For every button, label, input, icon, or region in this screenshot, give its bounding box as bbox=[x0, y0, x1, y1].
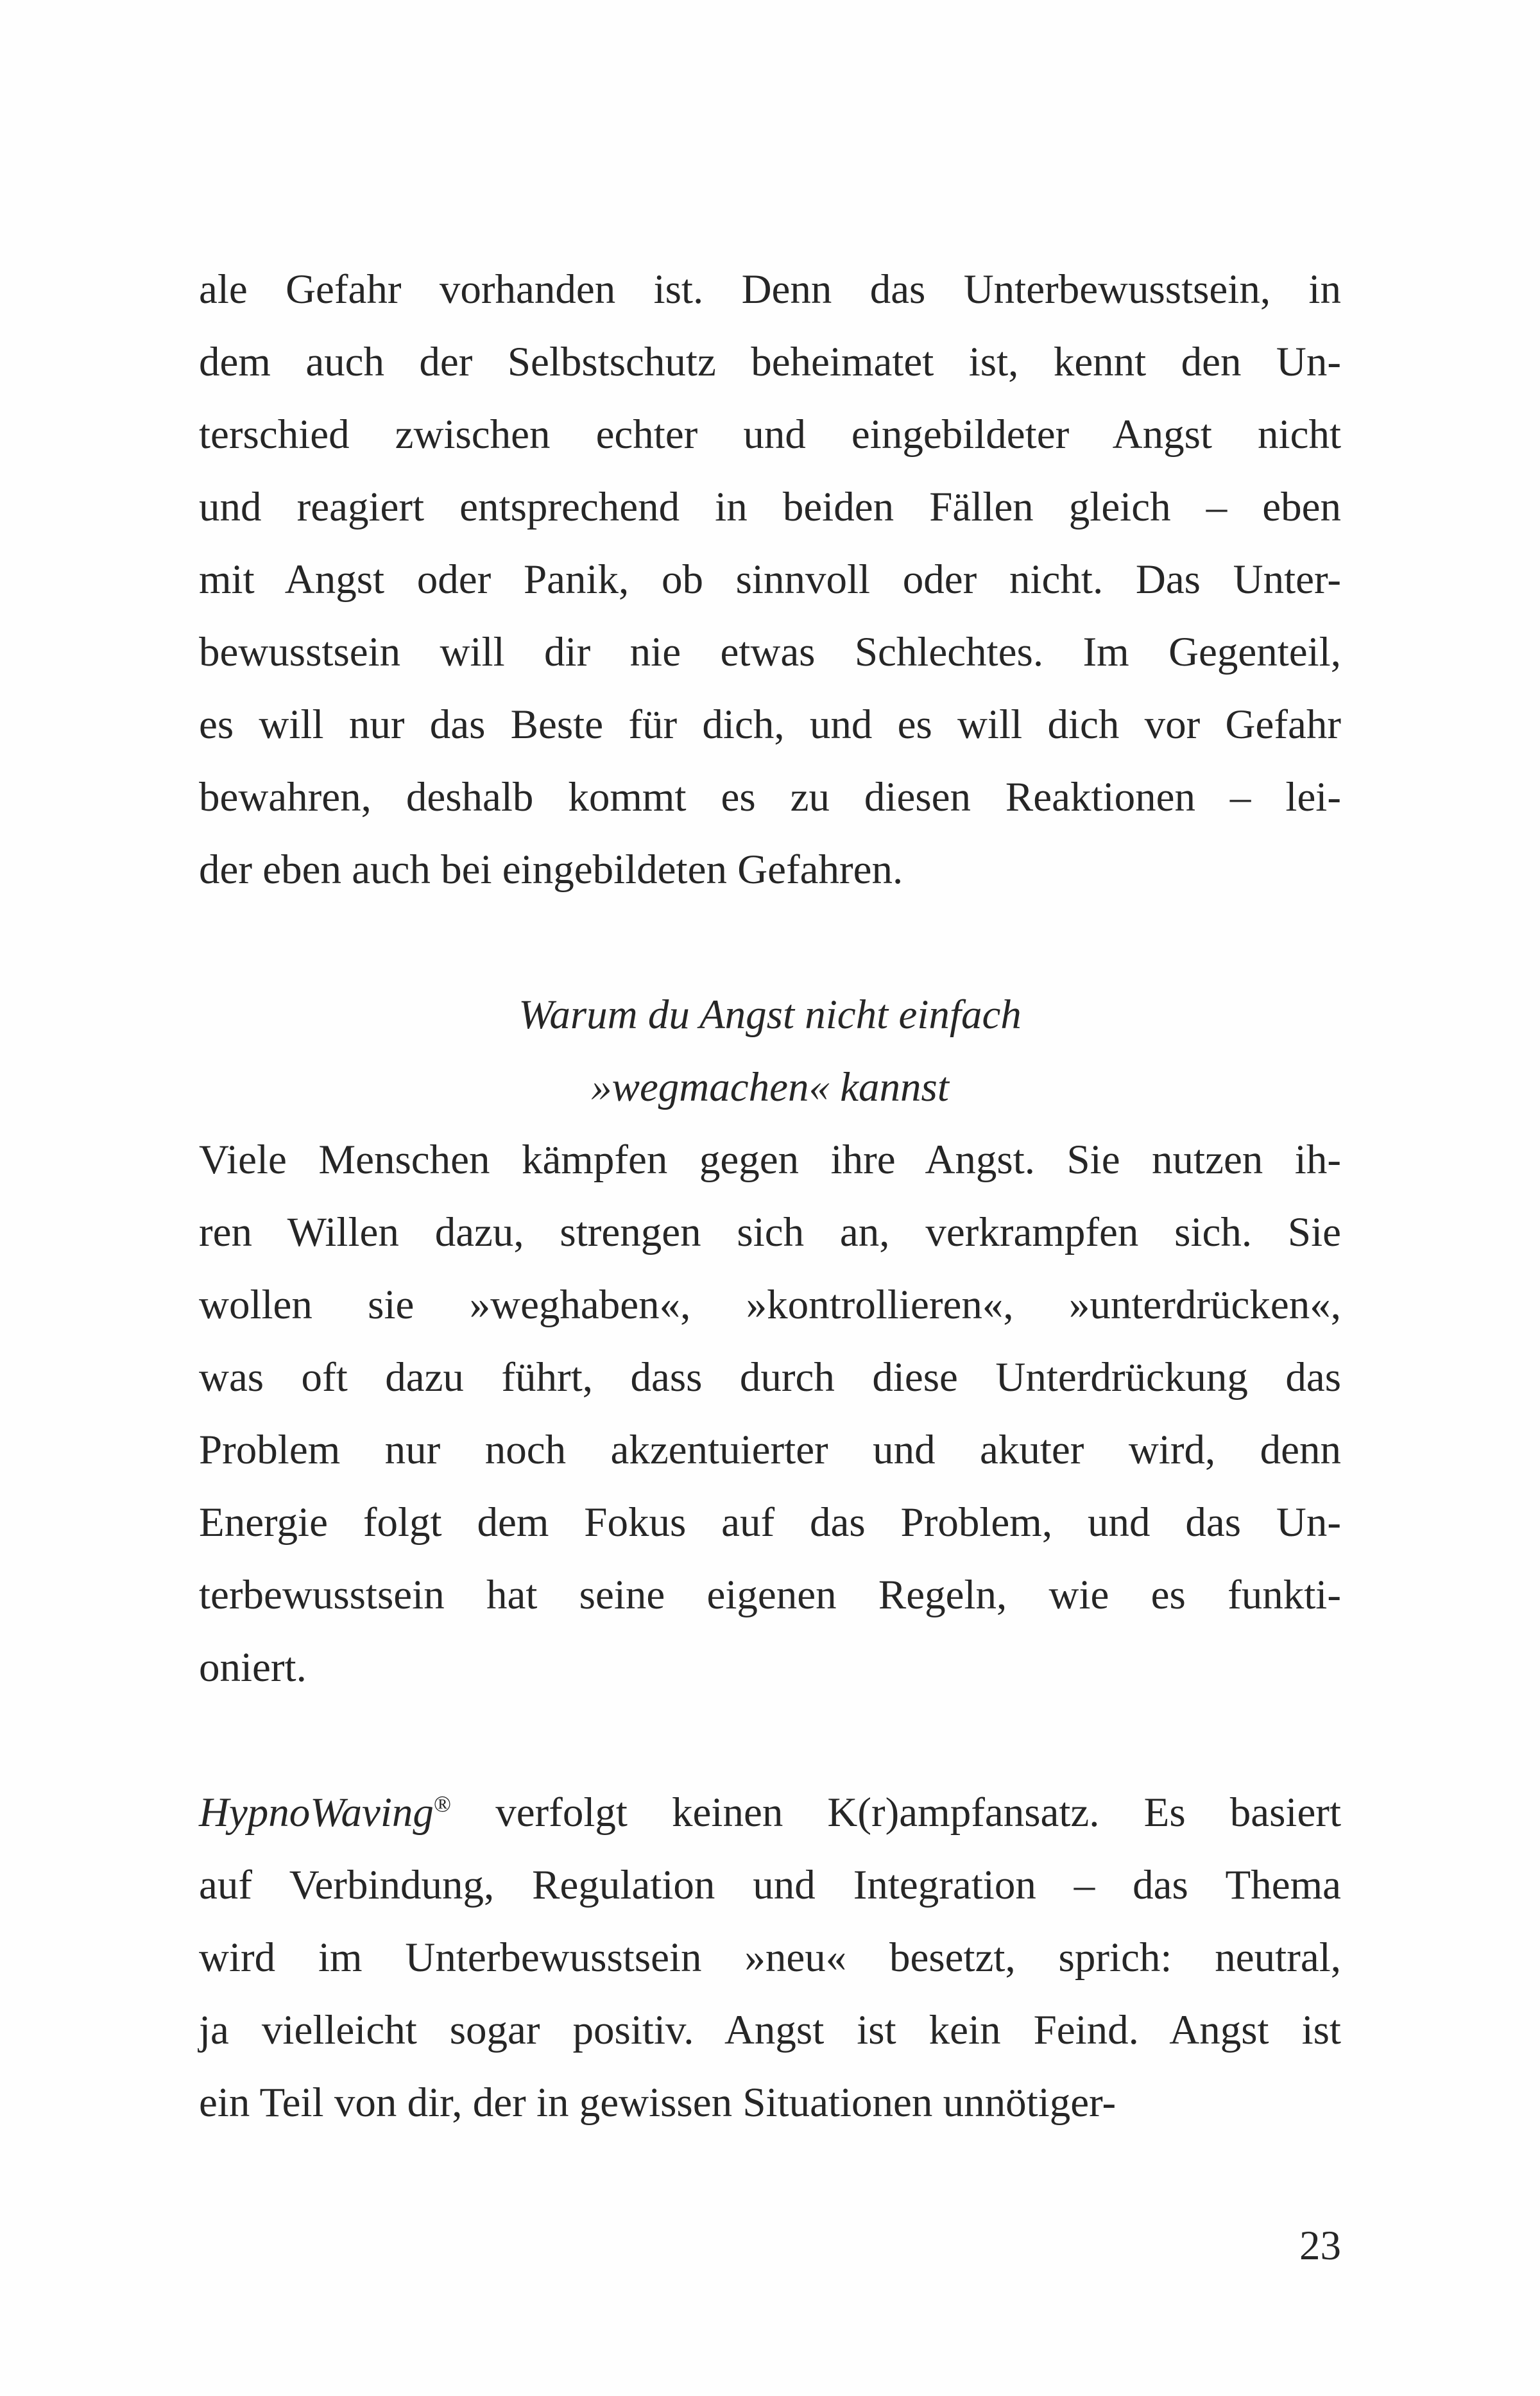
text-line: bewahren, deshalb kommt es zu diesen Reaktionen – lei- bbox=[199, 774, 1341, 820]
text-run: verfolgt keinen K(r)ampfansatz. Es basiert bbox=[495, 1789, 1342, 1836]
text-block bbox=[199, 254, 1341, 2139]
paragraph-3 bbox=[199, 1777, 1341, 2139]
section-heading bbox=[199, 979, 1341, 1124]
text-line: Energie folgt dem Fokus auf das Problem, und das Un- bbox=[199, 1499, 1341, 1546]
text-line: oniert. bbox=[199, 1644, 307, 1691]
paragraph-2 bbox=[199, 1124, 1341, 1704]
text-line: der eben auch bei eingebildeten Gefahren. bbox=[199, 847, 903, 893]
text-line: ale Gefahr vorhanden ist. Denn das Unterbewusstsein, in bbox=[199, 266, 1341, 313]
text-line: ja vielleicht sogar positiv. Angst ist kein Feind. Angst ist bbox=[199, 2007, 1341, 2053]
text-line: Problem nur noch akzentuierter und akuter wird, denn bbox=[199, 1427, 1341, 1473]
section-heading-line: Warum du Angst nicht einfach bbox=[518, 992, 1022, 1038]
text-line: wollen sie »weghaben«, »kontrollieren«, »unterdrücken«, bbox=[199, 1282, 1341, 1328]
brand-name: HypnoWaving bbox=[199, 1789, 434, 1836]
text-line: und reagiert entsprechend in beiden Fällen gleich – eben bbox=[199, 484, 1341, 530]
text-line: ein Teil von dir, der in gewissen Situationen unnötiger- bbox=[199, 2080, 1116, 2126]
text-line: auf Verbindung, Regulation und Integration – das Thema bbox=[199, 1862, 1341, 1908]
page-number: 23 bbox=[1299, 2223, 1341, 2269]
text-line: dem auch der Selbstschutz beheimatet ist, kennt den Un- bbox=[199, 339, 1341, 385]
text-line: terbewusstsein hat seine eigenen Regeln, wie es funkti- bbox=[199, 1572, 1341, 1618]
paragraph-1 bbox=[199, 254, 1341, 906]
text-line: Viele Menschen kämpfen gegen ihre Angst. Sie nutzen ih- bbox=[199, 1137, 1341, 1183]
text-line: es will nur das Beste für dich, und es will dich vor Gefahr bbox=[199, 702, 1341, 748]
text-line: mit Angst oder Panik, ob sinnvoll oder nicht. Das Unter- bbox=[199, 556, 1341, 603]
registered-trademark-symbol: ® bbox=[433, 1791, 452, 1817]
text-line: wird im Unterbewusstsein »neu« besetzt, sprich: neutral, bbox=[199, 1935, 1341, 1981]
text-line-with-brand bbox=[199, 1777, 1341, 1849]
text-line: ren Willen dazu, strengen sich an, verkrampfen sich. Sie bbox=[199, 1209, 1341, 1255]
text-line: was oft dazu führt, dass durch diese Unterdrückung das bbox=[199, 1354, 1341, 1401]
text-line: terschied zwischen echter und eingebildeter Angst nicht bbox=[199, 411, 1341, 458]
text-line: bewusstsein will dir nie etwas Schlechtes. Im Gegenteil, bbox=[199, 629, 1341, 675]
section-heading-line: »wegmachen« kannst bbox=[591, 1064, 949, 1110]
